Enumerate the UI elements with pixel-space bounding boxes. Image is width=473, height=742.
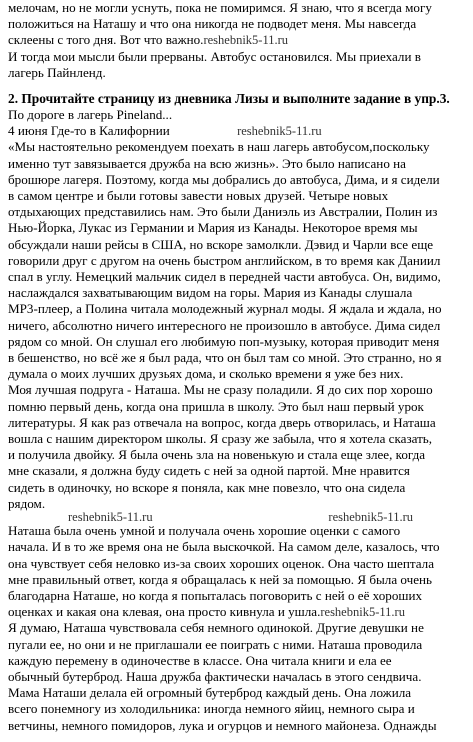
text-line: мелочам, но не могли уснуть, пока не помиримся. Я знаю, что я всегда могу <box>8 0 432 15</box>
subtitle: По дороге в лагерь Pineland... <box>8 107 173 123</box>
text-line: думала о моих лучших друзьях дома, и сколько времени я уже без них. <box>8 366 404 382</box>
text-line <box>8 604 467 620</box>
text-line: литературы. Я как раз отвечала на вопрос, когда дверь отворилась, и Наташа <box>8 414 436 430</box>
paragraph-3 <box>8 523 467 734</box>
text-line: Я думаю, Наташа чувствовала себя немного одинокой. Другие девушки не <box>8 620 424 636</box>
text-line: И тогда мои мысли были прерваны. Автобус остановился. Мы приехали в <box>8 48 421 64</box>
text-line: ничего, абсолютно ничего интересного не произошло в автобусе. Дима сидел <box>8 317 441 333</box>
text-line: и получила двойку. Я была очень зла на новенькую и стала еще злее, когда <box>8 447 426 463</box>
text-line: MP3-плеер, а Полина читала молодежный журнал моды. Я ждала и ждала, но <box>8 301 442 317</box>
text-line: отдыхающих представились нам. Это были Даниэль из Австралии, Полин из <box>8 204 438 220</box>
watermark: reshebnik5-11.ru <box>328 510 413 525</box>
watermark: reshebnik5-11.ru <box>203 33 289 48</box>
intro-paragraph <box>8 0 467 81</box>
text-line: рядом. <box>8 495 46 511</box>
text-line: именно тут завязывается дружба на всю жизнь». Это было написано на <box>8 155 406 171</box>
text-line: в бешенство, но всё же я был рада, что он был там со мной. Это странно, но я <box>8 350 442 366</box>
text-line: пугали ее, но они и не приглашали ее поиграть с ними. Наташа проводила <box>8 636 423 652</box>
text-line: «Мы настоятельно рекомендуем поехать в наш лагерь автобусом,поскольку <box>8 139 430 155</box>
text-line: лагерь Пайнленд. <box>8 64 106 80</box>
text-line: Нью-Йорка, Лукас из Германии и Мария из Канады. Некоторое время мы <box>8 220 418 236</box>
watermark: reshebnik5-11.ru <box>68 510 153 525</box>
text-line: Моя лучшая подруга - Наташа. Мы не сразу поладили. Я до сих пор хорошо <box>8 382 433 398</box>
paragraph-2 <box>8 382 467 524</box>
text-fragment: склеены с того дня. Вот что важно. <box>8 32 204 48</box>
text-line: наслаждался захватывающим видом на горы. Мария из Канады слушала <box>8 285 413 301</box>
text-line: вошла с нашим директором школы. Я сразу же забыла, что я хотела сказать, <box>8 431 433 447</box>
text-line: мне правильный ответ, когда я обращалась к ней за помощью. Я была очень <box>8 571 432 587</box>
text-line: благодарна Наташе, но когда я попыталась поговорить с ней о её хороших <box>8 587 423 603</box>
text-line: брошюре лагеря. Поэтому, когда мы добрались до автобуса, Дима, и я сидели <box>8 171 440 187</box>
text-line: ветчины, немного помидоров, лука и огурцов и немного майонеза. Однажды <box>8 717 437 733</box>
exercise-heading: 2. Прочитайте страницу из дневника Лизы и выполните задание в упр.3. <box>8 91 450 107</box>
text-line: всего понемногу из холодильника: иногда немного яйиц, немного сыра и <box>8 701 415 717</box>
text-line: рядом со мной. Он слушал его любимую поп-музыку, которая приводит меня <box>8 333 440 349</box>
text-line <box>8 32 467 48</box>
text-line: сидеть в одиночку, но вскоре я поняла, как мне повезло, что она сидела <box>8 479 406 495</box>
text-line: обычный бутерброд. Наша дружба фактически началась в этого сендвича. <box>8 668 422 684</box>
text-line: спал в углу. Немецкий мальчик сидел в передней части автобуса. Он, видимо, <box>8 269 441 285</box>
text-line: обсуждали наши рейсы в США, но вскоре замолкли. Дэвид и Чарли все еще <box>8 236 434 252</box>
text-line: каждую перемену в одиночестве в классе. Она читала книги и ела ее <box>8 652 392 668</box>
text-line: Наташа была очень умной и получала очень хорошие оценки с самого <box>8 523 401 539</box>
date-line <box>8 123 467 139</box>
text-line: она чувствует себя неловко из-за своих хороших оценок. Она часто шептала <box>8 555 435 571</box>
watermark: reshebnik5-11.ru <box>237 124 322 139</box>
text-line: положиться на Наташу и что она никогда не подводет меня. Мы навсегда <box>8 16 417 32</box>
text-line: говорили друг с другом на очень быстром английском, в то время как Даниил <box>8 252 441 268</box>
text-fragment: оценках и какая она клевая, она просто кивнула и ушла. <box>8 604 321 620</box>
date-text: 4 июня Где-то в Калифорнии <box>8 123 170 139</box>
text-line: мне сказали, я должна буду сидеть с ней за одной партой. Мне нравится <box>8 463 410 479</box>
text-line: начала. И в то же время она не была выскочкой. На самом деле, казалось, что <box>8 539 440 555</box>
text-line: в самом центре и были готовы завести новых друзей. Четыре новых <box>8 188 389 204</box>
text-line: Мама Наташи делала ей огромный бутерброд каждый день. Она ложила <box>8 685 412 701</box>
watermark: reshebnik5-11.ru <box>320 605 405 620</box>
paragraph-1 <box>8 139 467 382</box>
text-line: помню первый день, когда она пришла в школу. Это был наш первый урок <box>8 398 424 414</box>
